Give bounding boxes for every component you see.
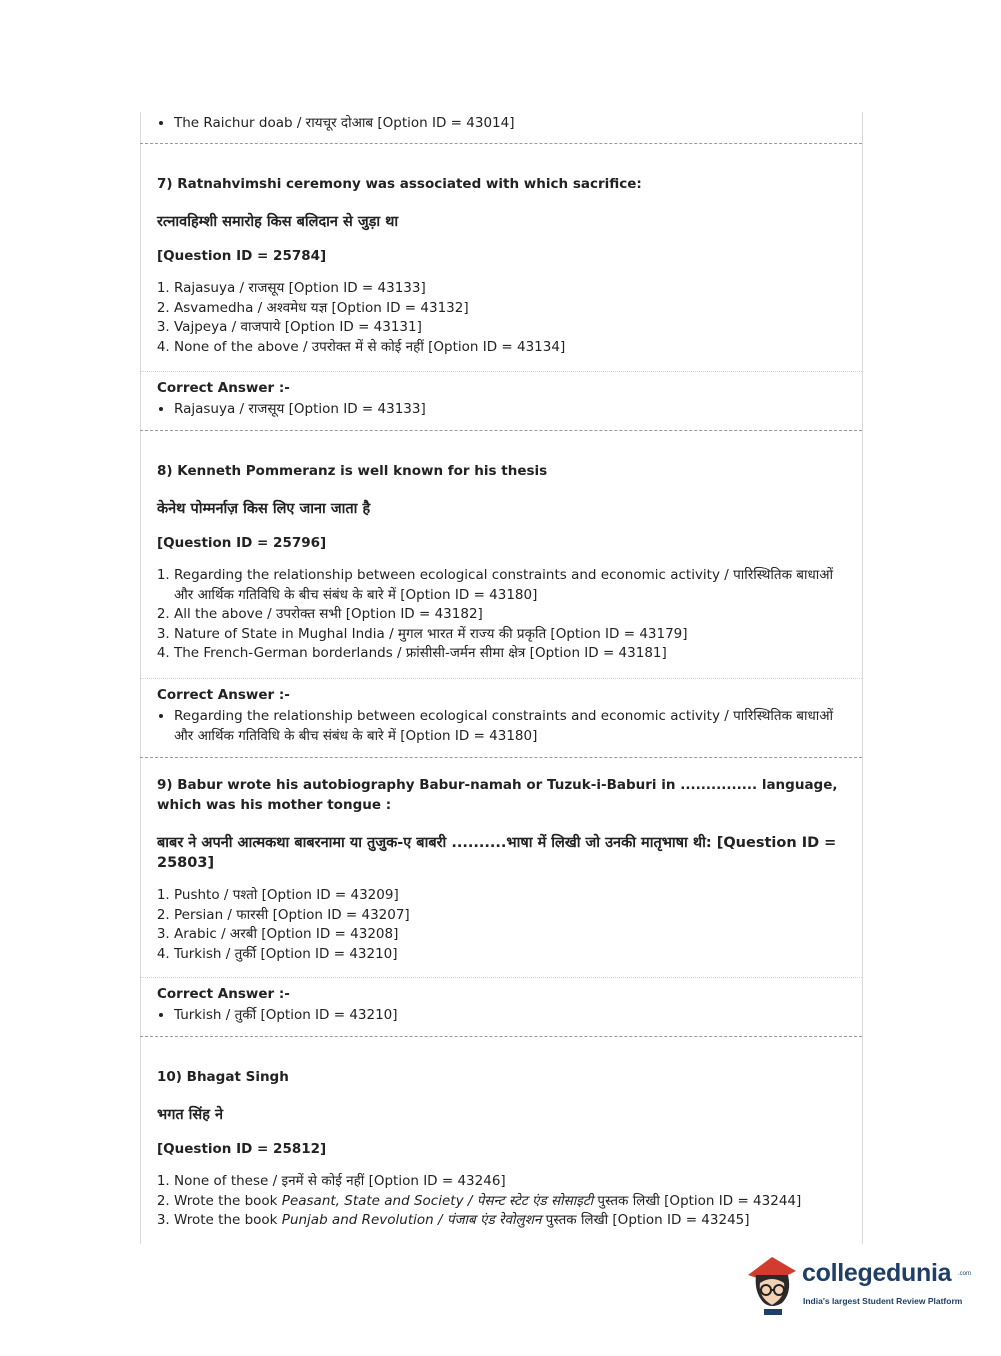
option-item: 2. Asvamedha / अश्वमेध यज्ञ [Option ID = 43132]	[174, 299, 847, 319]
option-text: पुस्तक लिखी [Option ID = 43244]	[593, 1192, 802, 1209]
previous-correct-answer	[157, 114, 847, 134]
question-hindi: रत्नावहिम्शी समारोह किस बलिदान से जुड़ा था	[157, 214, 399, 230]
collegedunia-logo[interactable]	[742, 1253, 972, 1317]
option-text: Wrote the book	[174, 1192, 282, 1209]
correct-answer-9	[157, 984, 847, 1026]
options-list	[157, 886, 847, 964]
option-item: 2. Persian / फारसी [Option ID = 43207]	[174, 906, 847, 926]
book-title: Peasant, State and Society / पेसन्ट स्टेट एंड सोसाइटी	[281, 1192, 594, 1209]
option-item	[174, 1192, 847, 1212]
question-8	[157, 461, 847, 664]
options-list	[157, 566, 847, 664]
question-7	[157, 174, 847, 357]
option-item: 1. Rajasuya / राजसूय [Option ID = 43133]	[174, 279, 847, 299]
question-hindi: बाबर ने अपनी आत्मकथा बाबरनामा या तुजुक-ए बाबरी ..........भाषा में लिखी जो उनकी मातृभाषा थी: [Question ID = 25803]	[157, 835, 837, 871]
option-item: 4. Turkish / तुर्की [Option ID = 43210]	[174, 945, 847, 965]
logo-name: collegedunia	[802, 1259, 952, 1287]
option-item: 3. Nature of State in Mughal India / मुगल भारत में राज्य की प्रकृति [Option ID = 43179]	[174, 625, 847, 645]
question-id: [Question ID = 25784]	[157, 248, 327, 264]
answer-item: • The Raichur doab / रायचूर दोआब [Option ID = 43014]	[174, 114, 847, 134]
divider	[140, 371, 862, 372]
option-item: 1. Pushto / पश्तो [Option ID = 43209]	[174, 886, 847, 906]
option-item: 1. Regarding the relationship between ecological constraints and economic activity / पारिस्थितिक बाधाओं और आर्थिक गतिविधि के बीच संबंध के बारे में [Option ID = 43180]	[174, 566, 847, 605]
divider	[140, 143, 862, 144]
option-text: पुस्तक लिखी [Option ID = 43245]	[541, 1212, 750, 1228]
option-item: 4. None of the above / उपरोक्त में से कोई नहीं [Option ID = 43134]	[174, 338, 847, 358]
question-title: 10) Bhagat Singh	[157, 1069, 289, 1085]
question-9	[157, 775, 847, 964]
answer-item: • Rajasuya / राजसूय [Option ID = 43133]	[174, 400, 847, 420]
correct-answer-8	[157, 685, 847, 746]
question-title: 8) Kenneth Pommeranz is well known for his thesis	[157, 463, 548, 479]
book-title: Punjab and Revolution / पंजाब एंड रेवोलुशन	[281, 1212, 542, 1228]
divider	[140, 430, 862, 431]
divider	[140, 757, 862, 758]
question-10	[157, 1067, 847, 1231]
correct-answer-7	[157, 378, 847, 420]
option-item: 3. Vajpeya / वाजपाये [Option ID = 43131]	[174, 318, 847, 338]
divider	[140, 1036, 862, 1037]
options-list	[157, 279, 847, 357]
divider	[140, 678, 862, 679]
option-item: 3. Arabic / अरबी [Option ID = 43208]	[174, 925, 847, 945]
options-list	[157, 1172, 847, 1231]
answer-item: • Turkish / तुर्की [Option ID = 43210]	[174, 1006, 847, 1026]
answer-item: • Regarding the relationship between ecological constraints and economic activity / पारिस्थितिक बाधाओं और आर्थिक गतिविधि के बीच संबंध के बारे में [Option ID = 43180]	[174, 707, 847, 746]
question-id: [Question ID = 25796]	[157, 535, 327, 551]
question-hindi: भगत सिंह ने	[157, 1107, 224, 1123]
option-text: Wrote the book	[174, 1212, 282, 1228]
correct-answer-label: Correct Answer :-	[157, 380, 290, 396]
question-title: 7) Ratnahvimshi ceremony was associated with which sacrifice:	[157, 176, 642, 192]
correct-answer-label: Correct Answer :-	[157, 986, 290, 1002]
option-item: 1. None of these / इनमें से कोई नहीं [Option ID = 43246]	[174, 1172, 847, 1192]
logo-suffix: .com	[958, 1271, 972, 1277]
logo-tagline: India's largest Student Review Platform	[803, 1296, 963, 1306]
divider	[140, 977, 862, 978]
mascot-icon	[742, 1253, 804, 1317]
option-item: 2. All the above / उपरोक्त सभी [Option ID = 43182]	[174, 605, 847, 625]
option-item	[174, 1211, 847, 1231]
question-title: 9) Babur wrote his autobiography Babur-namah or Tuzuk-i-Baburi in ............... language, which was his mother tongue :	[157, 777, 838, 813]
correct-answer-label: Correct Answer :-	[157, 687, 290, 703]
question-id: [Question ID = 25812]	[157, 1141, 327, 1157]
option-item: 4. The French-German borderlands / फ्रांसीसी-जर्मन सीमा क्षेत्र [Option ID = 43181]	[174, 644, 847, 664]
question-hindi: केनेथ पोम्मर्नाज़ किस लिए जाना जाता है	[157, 501, 371, 517]
